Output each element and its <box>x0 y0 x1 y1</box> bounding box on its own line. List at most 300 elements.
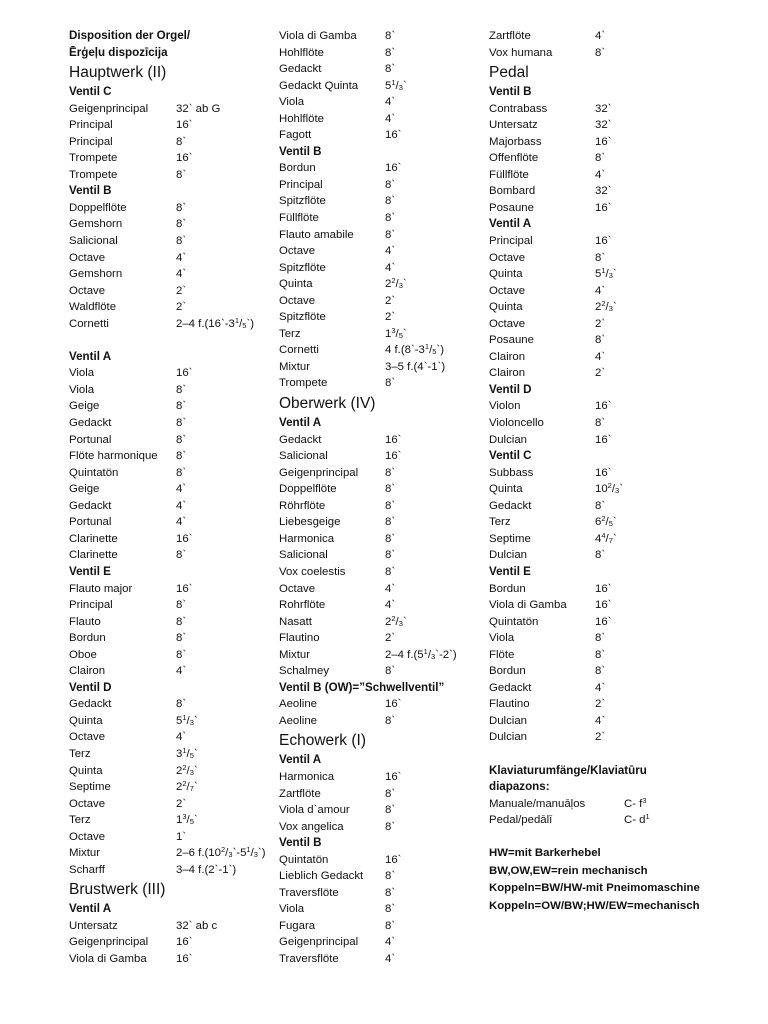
stop-pitch: 8` <box>385 46 396 59</box>
stop-row <box>69 845 274 862</box>
stop-row <box>489 183 689 200</box>
stop-row <box>69 796 274 813</box>
stop-pitch: 16` <box>595 433 612 446</box>
stop-name: Quintatön <box>69 466 119 479</box>
stop-row <box>279 193 479 210</box>
stop-row <box>279 260 479 277</box>
stop-name: Lieblich Gedackt <box>279 870 364 883</box>
stop-name: Mixtur <box>279 360 311 373</box>
stop-row <box>489 663 689 680</box>
stop-name: Octave <box>69 797 106 810</box>
stop-row <box>279 111 479 128</box>
stop-name: Spitzflöte <box>279 195 326 208</box>
stop-row <box>279 78 479 95</box>
stop-pitch: 8` <box>176 433 187 446</box>
document-title-line-2: Ērģeļu dispozīcija <box>69 45 168 59</box>
stop-name: Terz <box>69 747 91 760</box>
stop-name: Octave <box>489 284 526 297</box>
stop-name: Fagott <box>279 129 312 142</box>
stop-row <box>69 729 274 746</box>
stop-row <box>279 309 479 326</box>
stop-row <box>69 448 274 465</box>
stop-row <box>489 316 689 333</box>
stop-pitch: 8` <box>595 251 606 264</box>
ventil-heading: Ventil B <box>279 836 322 850</box>
stop-name: Viola <box>69 383 95 396</box>
note-hw: HW=mit Barkerhebel <box>489 847 601 860</box>
stop-pitch: 4` <box>595 681 606 694</box>
stop-row <box>489 630 689 647</box>
stop-row <box>69 365 274 382</box>
stop-name: Octave <box>69 731 106 744</box>
stop-name: Nasatt <box>279 615 312 628</box>
stop-pitch: 8` <box>176 201 187 214</box>
stop-pitch: 4` <box>595 284 606 297</box>
stop-name: Majorbass <box>489 135 542 148</box>
stop-row <box>69 746 274 763</box>
stop-name: Clarinette <box>69 549 118 562</box>
stop-row <box>279 160 479 177</box>
stop-name: Quinta <box>489 483 523 496</box>
stop-name: Clairon <box>69 665 106 678</box>
stop-name: Dulcian <box>489 549 527 562</box>
stop-pitch: 8` <box>595 417 606 430</box>
stop-pitch: $2^2/_3`$ <box>176 762 198 777</box>
stop-pitch: 4` <box>176 483 187 496</box>
stop-name: Terz <box>489 516 511 529</box>
stop-name: Gedackt <box>69 698 112 711</box>
stop-pitch: 16` <box>385 162 402 175</box>
stop-row <box>279 901 479 918</box>
stop-row <box>279 28 479 45</box>
stop-row <box>69 200 274 217</box>
stop-name: Quinta <box>489 268 523 281</box>
division-heading-echowerk-i: Echowerk (I) <box>279 732 366 750</box>
stop-name: Gedackt <box>489 681 532 694</box>
stop-name: Gemshorn <box>69 218 123 231</box>
stop-row <box>69 614 274 631</box>
keyboard-range-manual <box>489 796 689 813</box>
column-2-body <box>279 28 479 968</box>
stop-row <box>279 769 479 786</box>
stop-pitch: 8` <box>385 886 396 899</box>
ventil-heading: Ventil D <box>69 680 112 694</box>
stop-name: Contrabass <box>489 102 548 115</box>
stop-pitch: $2^2/_3`$ <box>385 613 407 628</box>
stop-name: Spitzflöte <box>279 311 326 324</box>
stop-pitch: 8` <box>176 235 187 248</box>
ventil-heading: Ventil E <box>489 564 531 578</box>
stop-pitch: 8` <box>385 516 396 529</box>
stop-name: Geigenprincipal <box>69 102 149 115</box>
stop-name: Trompete <box>69 168 118 181</box>
stop-row <box>69 283 274 300</box>
stop-pitch: 8` <box>595 665 606 678</box>
stop-pitch: 4` <box>385 245 396 258</box>
stop-pitch: 16` <box>385 433 402 446</box>
stop-pitch: 8` <box>385 565 396 578</box>
stop-pitch: 8` <box>385 820 396 833</box>
stop-name: Dulcian <box>489 731 527 744</box>
stop-pitch: 8` <box>385 787 396 800</box>
stop-row <box>279 647 479 664</box>
stop-pitch: 8` <box>176 549 187 562</box>
ventil-heading: Ventil A <box>489 217 532 231</box>
stop-pitch: 16` <box>595 615 612 628</box>
stop-name: Violon <box>489 400 521 413</box>
stop-pitch: 4` <box>385 582 396 595</box>
stop-pitch: 8` <box>385 178 396 191</box>
stop-name: Septime <box>489 532 531 545</box>
stop-row <box>489 299 689 316</box>
stop-pitch: 4` <box>176 251 187 264</box>
stop-row <box>279 61 479 78</box>
stop-row <box>489 531 689 548</box>
stop-pitch: 32` ab c <box>176 919 218 932</box>
stop-row <box>489 167 689 184</box>
stop-row <box>489 481 689 498</box>
stop-name: Quinta <box>279 278 313 291</box>
stop-name: Scharff <box>69 863 105 876</box>
stop-row <box>489 729 689 746</box>
stop-pitch: 16` <box>385 770 402 783</box>
stop-row <box>279 359 479 376</box>
stop-pitch: 32` <box>595 102 612 115</box>
stop-pitch: 16` <box>595 466 612 479</box>
stop-pitch: 2–4 $f.(16`-3^1/_5`)$ <box>176 315 254 330</box>
ventil-heading: Ventil B <box>489 85 532 99</box>
stop-pitch: 8` <box>595 549 606 562</box>
stop-row <box>279 786 479 803</box>
stop-name: Bordun <box>69 632 106 645</box>
stop-name: Mixtur <box>279 648 311 661</box>
stop-name: Gedackt <box>69 499 112 512</box>
ventil-heading: Ventil B <box>279 144 322 158</box>
document-title-line-1: Disposition der Orgel/ <box>69 29 191 42</box>
stop-row <box>489 332 689 349</box>
stop-row <box>279 713 479 730</box>
stop-pitch: 8` <box>595 334 606 347</box>
stop-row <box>69 432 274 449</box>
stop-row <box>279 614 479 631</box>
stop-row <box>69 812 274 829</box>
stop-row <box>69 150 274 167</box>
stop-pitch: 16` <box>176 952 193 965</box>
stop-pitch: 2–4 $f.(5^1/_3`-2`)$ <box>385 646 457 661</box>
stop-name: Clairon <box>489 367 526 380</box>
stop-pitch: 16` <box>385 853 402 866</box>
stop-name: Untersatz <box>69 919 118 932</box>
stop-name: Principal <box>489 235 533 248</box>
spacer <box>69 332 274 349</box>
stop-pitch: 16` <box>176 119 193 132</box>
stop-name: Vox angelica <box>279 820 344 833</box>
stop-pitch: 8` <box>176 417 187 430</box>
stop-name: Trompete <box>279 377 328 390</box>
stop-pitch: 1` <box>176 830 187 843</box>
stop-pitch: 16` <box>595 582 612 595</box>
stop-row <box>489 349 689 366</box>
stop-pitch: 3–4 f.(2`-1`) <box>176 863 237 876</box>
stop-row <box>279 852 479 869</box>
stop-name: Flauto amabile <box>279 228 354 241</box>
stop-row <box>69 481 274 498</box>
ventil-heading: Ventil A <box>279 753 322 767</box>
stop-pitch: 8` <box>176 615 187 628</box>
stop-pitch: 16` <box>595 599 612 612</box>
stop-row <box>279 227 479 244</box>
stop-row <box>489 547 689 564</box>
stop-pitch: 2–6 $f.(10^2/_3`-5^1/_3`)$ <box>176 845 266 860</box>
stop-pitch: 8` <box>385 483 396 496</box>
stop-row <box>69 316 274 333</box>
stop-name: Untersatz <box>489 119 538 132</box>
range-label: Manuale/manuāļos <box>489 797 586 810</box>
stop-pitch: 8` <box>385 466 396 479</box>
stop-row <box>69 763 274 780</box>
stop-pitch: $5^1/_3`$ <box>176 712 198 727</box>
stop-pitch: 8` <box>385 549 396 562</box>
stop-name: Octave <box>279 245 316 258</box>
stop-name: Septime <box>69 781 111 794</box>
stop-name: Fugara <box>279 919 316 932</box>
stop-pitch: 8` <box>595 648 606 661</box>
stop-pitch: 16` <box>595 235 612 248</box>
stop-pitch: $3^1/_5`$ <box>176 745 198 760</box>
stop-name: Principal <box>69 135 113 148</box>
stop-row <box>279 696 479 713</box>
stop-pitch: 8` <box>176 218 187 231</box>
stop-pitch: 4` <box>385 112 396 125</box>
stop-name: Füllflöte <box>489 168 529 181</box>
division-heading-brustwerk-iii: Brustwerk (III) <box>69 881 166 899</box>
stop-row <box>279 243 479 260</box>
stop-pitch: 3–5 f.(4`-1`) <box>385 360 446 373</box>
stop-pitch: 8` <box>385 804 396 817</box>
stop-row <box>489 117 689 134</box>
stop-row <box>69 829 274 846</box>
stop-pitch: 8` <box>176 599 187 612</box>
stop-name: Octave <box>69 251 106 264</box>
stop-pitch: $4^4/_7`$ <box>595 530 617 545</box>
stop-pitch: 4` <box>595 350 606 363</box>
stop-name: Gedackt <box>69 417 112 430</box>
keyboard-range-title-line-2: diapazons: <box>489 780 550 794</box>
stop-name: Octave <box>489 317 526 330</box>
stop-name: Portunal <box>69 433 112 446</box>
stop-name: Geigenprincipal <box>279 936 359 949</box>
stop-name: Flöte <box>489 648 515 661</box>
stop-pitch: 8` <box>595 46 606 59</box>
stop-row <box>69 398 274 415</box>
stop-row <box>489 581 689 598</box>
stop-name: Vox coelestis <box>279 565 346 578</box>
stop-pitch: 8` <box>176 383 187 396</box>
stop-name: Spitzflöte <box>279 261 326 274</box>
stop-pitch: 2` <box>385 294 396 307</box>
stop-row <box>69 233 274 250</box>
stop-row <box>69 299 274 316</box>
stop-row <box>69 581 274 598</box>
stop-row <box>489 432 689 449</box>
stop-row <box>489 250 689 267</box>
stop-name: Hohlflöte <box>279 112 324 125</box>
stop-row <box>69 862 274 879</box>
ventil-heading: Ventil C <box>69 85 112 99</box>
stop-name: Aeoline <box>279 698 317 711</box>
range-label: Pedal/pedālī <box>489 814 553 827</box>
stop-pitch: 8` <box>385 870 396 883</box>
stop-pitch: $2^2/_3`$ <box>385 276 407 291</box>
stop-pitch: 16` <box>595 400 612 413</box>
stop-row <box>489 200 689 217</box>
stop-row <box>279 498 479 515</box>
stop-row <box>279 481 479 498</box>
stop-row <box>69 266 274 283</box>
stop-pitch: 8` <box>176 698 187 711</box>
stop-row <box>489 398 689 415</box>
stop-pitch: 2` <box>595 698 606 711</box>
stop-pitch: 8` <box>385 228 396 241</box>
stop-row <box>279 802 479 819</box>
stop-name: Gemshorn <box>69 268 123 281</box>
stop-row <box>489 597 689 614</box>
column-3 <box>489 28 700 915</box>
stop-pitch: 8` <box>385 195 396 208</box>
stop-row <box>69 531 274 548</box>
stop-name: Quinta <box>69 764 103 777</box>
stop-name: Flöte harmonique <box>69 450 158 463</box>
stop-pitch: 8` <box>385 63 396 76</box>
stop-name: Dulcian <box>489 433 527 446</box>
stop-row <box>279 630 479 647</box>
stop-row <box>279 951 479 968</box>
stop-pitch: 8` <box>176 400 187 413</box>
ventil-heading: Ventil E <box>69 564 111 578</box>
stop-name: Violoncello <box>489 417 544 430</box>
stop-pitch: 16` <box>176 367 193 380</box>
stop-row <box>69 382 274 399</box>
stop-name: Viola <box>279 96 305 109</box>
ventil-heading: Ventil B (OW)=”Schwellventil” <box>279 680 445 694</box>
stop-name: Aeoline <box>279 714 317 727</box>
column-2 <box>279 28 479 968</box>
stop-pitch: 8` <box>385 377 396 390</box>
stop-row <box>489 465 689 482</box>
stop-pitch: 2` <box>385 632 396 645</box>
stop-row <box>279 293 479 310</box>
stop-row <box>69 167 274 184</box>
stop-row <box>489 614 689 631</box>
stop-row <box>279 868 479 885</box>
stop-name: Liebesgeige <box>279 516 341 529</box>
stop-pitch: 4` <box>595 30 606 42</box>
stop-name: Doppelflöte <box>279 483 337 496</box>
stop-name: Traversflöte <box>279 952 339 965</box>
stop-name: Octave <box>69 830 106 843</box>
stop-name: Vox humana <box>489 46 553 59</box>
stop-pitch: 2` <box>595 317 606 330</box>
stop-name: Viola di Gamba <box>69 952 147 965</box>
note-coupler-mechanical: Koppeln=OW/BW;HW/EW=mechanisch <box>489 899 700 912</box>
stop-name: Viola <box>489 632 515 645</box>
column-1 <box>69 28 274 968</box>
stop-pitch: 4` <box>385 952 396 965</box>
stop-row <box>69 779 274 796</box>
division-heading-hauptwerk-ii: Hauptwerk (II) <box>69 64 167 82</box>
keyboard-range-title-line-1: Klaviaturumfänge/Klaviatūru <box>489 763 647 777</box>
stop-pitch: 16` <box>385 698 402 711</box>
stop-row <box>279 465 479 482</box>
stop-name: Salicional <box>69 235 118 248</box>
stop-pitch: $10^2/_3`$ <box>595 481 623 496</box>
stop-pitch: 8` <box>176 648 187 661</box>
stop-name: Gedackt Quinta <box>279 79 359 92</box>
stop-name: Doppelflöte <box>69 201 127 214</box>
stop-row <box>69 597 274 614</box>
stop-name: Quintatön <box>489 615 539 628</box>
stop-name: Waldflöte <box>69 301 117 314</box>
stop-row <box>489 713 689 730</box>
stop-pitch: 4 $f.(8`-3^1/_5`)$ <box>385 342 444 357</box>
stop-pitch: $5^1/_3`$ <box>385 77 407 92</box>
stop-name: Füllflöte <box>279 212 319 225</box>
stop-pitch: 4` <box>385 936 396 949</box>
stop-pitch: 4` <box>385 599 396 612</box>
stop-row <box>69 134 274 151</box>
stop-name: Quintatön <box>279 853 329 866</box>
stop-name: Salicional <box>279 450 328 463</box>
stop-name: Bordun <box>489 582 526 595</box>
stop-row <box>489 134 689 151</box>
stop-pitch: 8` <box>595 632 606 645</box>
ventil-heading: Ventil B <box>69 184 112 198</box>
stop-row <box>489 283 689 300</box>
stop-name: Geigenprincipal <box>279 466 359 479</box>
stop-name: Flauto major <box>69 582 133 595</box>
stop-row <box>279 514 479 531</box>
stop-pitch: 8` <box>176 466 187 479</box>
stop-row <box>279 127 479 144</box>
division-heading-pedal: Pedal <box>489 64 529 82</box>
stop-row <box>69 663 274 680</box>
stop-pitch: 8` <box>385 532 396 545</box>
stop-pitch: 4` <box>595 168 606 181</box>
stop-row <box>279 177 479 194</box>
stop-row <box>69 465 274 482</box>
stop-name: Quinta <box>69 714 103 727</box>
stop-pitch: 4` <box>176 499 187 512</box>
stop-name: Zartflöte <box>489 30 531 42</box>
stop-name: Dulcian <box>489 714 527 727</box>
stop-row <box>279 597 479 614</box>
stop-row <box>69 647 274 664</box>
stop-name: Traversflöte <box>279 886 339 899</box>
stop-pitch: 2` <box>176 284 187 297</box>
stop-name: Flauto <box>69 615 101 628</box>
stop-pitch: $2^2/_3`$ <box>595 299 617 314</box>
stop-row <box>279 918 479 935</box>
stop-name: Viola di Gamba <box>279 30 357 42</box>
stop-row <box>279 45 479 62</box>
stop-name: Flautino <box>489 698 530 711</box>
stop-row <box>489 45 689 62</box>
stop-row <box>69 713 274 730</box>
stop-row <box>279 547 479 564</box>
stop-name: Octave <box>69 284 106 297</box>
stop-pitch: 32` <box>595 119 612 132</box>
stop-name: Viola di Gamba <box>489 599 567 612</box>
